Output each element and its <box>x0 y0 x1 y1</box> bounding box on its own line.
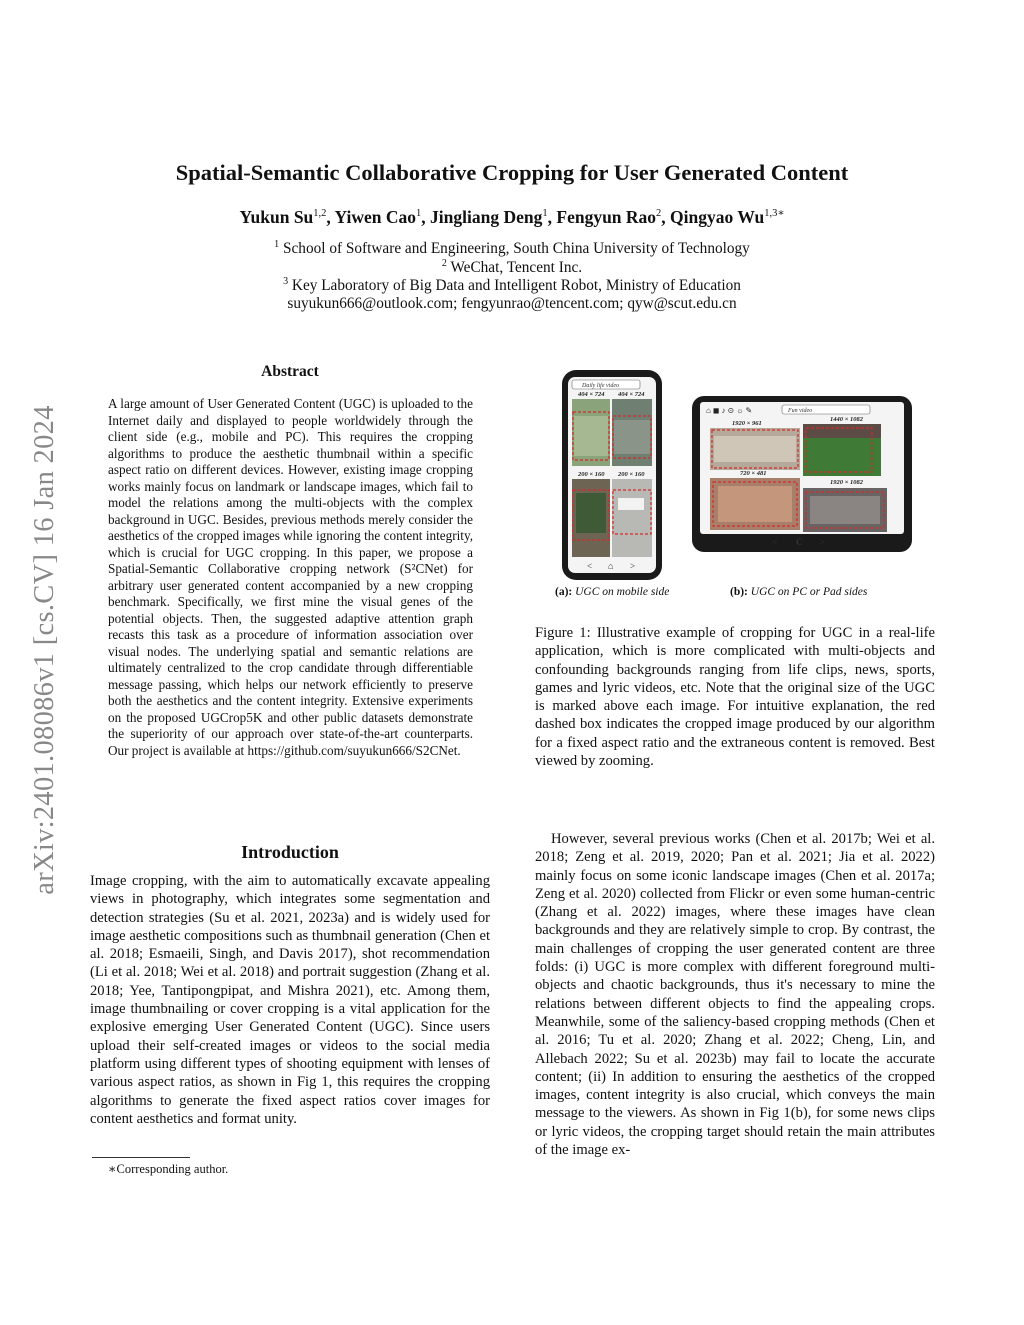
author: Yukun Su$^{1,2}$, <box>239 207 335 227</box>
affiliation: $^1$ School of Software and Engineering, South China University of Technology <box>274 239 750 258</box>
affiliation: $^2$ WeChat, Tencent Inc. <box>441 258 583 277</box>
author: Qingyao $Wu^{1,3∗}$ <box>670 207 785 227</box>
arxiv-stamp-text: arXiv:2401.08086v1 [cs.CV] 16 Jan 2024 <box>29 405 60 895</box>
refresh-icon: C <box>796 537 803 547</box>
size-label: 404 × 724 <box>578 391 605 398</box>
author: Yiwen Cao$^1$, <box>334 207 431 227</box>
subfigure-a-label: (a): UGC on mobile side <box>555 586 670 598</box>
figure-caption: Figure 1: Illustrative example of cropping for UGC in a real-life application, which is more complicated with multi-objects and confounding backgrounds ranging from life clips, news, sports, games and lyric videos, etc. Note that the original size of the UGC is marked above each image. For intuitive explanation, the red dashed box indicates the cropped image produced by our algorithm for a fixed aspect ratio and the extraneous content is removed. Best viewed by zooming. <box>535 625 935 770</box>
size-label: 1920 × 1082 <box>830 479 863 486</box>
introduction-heading: Introduction <box>241 842 339 862</box>
home-icon: ⌂ <box>608 561 614 571</box>
author-emails: suyukun666@outlook.com; fengyunrao@tencent.com; qyw@scut.edu.cn <box>287 295 737 312</box>
author-list <box>0 207 1024 228</box>
affiliation: $^3$ Key Laboratory of Big Data and Intelligent Robot, Ministry of Education <box>283 276 741 295</box>
abstract-heading: Abstract <box>261 363 319 380</box>
footnote-rule <box>92 1157 190 1158</box>
size-label: 200 × 160 <box>618 471 645 478</box>
subfigure-b-label: (b): UGC on PC or Pad sides <box>730 586 868 598</box>
size-label: 1440 × 1082 <box>830 416 863 423</box>
tablet-device <box>692 396 912 552</box>
introduction-body: Image cropping, with the aim to automatically excavate appealing views in photography, which integrates some segmentation and detection strategies (Su et al. 2021, 2023a) and is widely used for image aesthetic compositions such as thumbnail generation (Chen et al. 2018; Esmaeili, Singh, and Davis 2017), shot recommendation (Li et al. 2018; Wei et al. 2018) and portrait suggestion (Zhang et al. 2018; Yee, Tantipongpipat, and Mishra 2021), etc. Among them, image thumbnailing or cover cropping is a vital application for the explosive emerging User Generated Content (UGC). Since users upload their self-created images or videos to the social media platform using different types of shooting equipment with lenses of various aspect ratios, as shown in Fig 1, this requires the cropping algorithms to generate the fixed aspect ratios cover images for content aesthetics and format unity. <box>90 873 490 1127</box>
paper-title: Spatial-Semantic Collaborative Cropping for User Generated Content <box>175 160 849 185</box>
author: Fengyun Rao$^2$, <box>556 207 671 227</box>
back-icon: < <box>587 561 593 571</box>
figure-1 <box>560 368 920 583</box>
footnote: ∗Corresponding author. <box>108 1162 229 1176</box>
mobile-search-text: Daily life video <box>582 383 619 389</box>
back-icon: < <box>772 537 778 547</box>
forward-icon: > <box>630 561 636 571</box>
size-label: 720 × 481 <box>740 470 767 477</box>
tablet-nav-icons: ⌂ ◼ ♪ ⊙ ☼ ✎ <box>706 406 753 415</box>
author: Jingliang Deng$^1$, <box>430 207 557 227</box>
forward-icon: > <box>820 537 826 547</box>
right-column-body: However, several previous works (Chen et al. 2017b; Wei et al. 2018; Zeng et al. 2019, 2020; Pan et al. 2021; Jia et al. 2022) mainly focus on some iconic landscape images (Chen et al. 2017a; Zeng et al. 2020) collected from Flickr or even some human-centric (Zhang et al. 2022) images, where these images have clean backgrounds and they are relatively simple to crop. By contrast, the main challenges of cropping the user generated content are three folds: (i) UGC is more complex with different foreground multi-objects and chaotic backgrounds, thus it's necessary to mine the relations between different objects to find the appealing crops. Meanwhile, some of the saliency-based cropping methods (Chen et al. 2016; Tu et al. 2020; Zhang et al. 2022; Cheng, Lin, and Allebach 2022; Su et al. 2023b) may fail to locate the accurate content; (ii) In addition to ensuring the aesthetics of the cropped images, content integrity is also crucial, which conveys the main message to the viewers. As shown in Fig 1(b), for some news clips or lyric videos, the cropping target should retain the main attributes of the image ex- <box>535 831 935 1159</box>
mobile-device <box>562 370 662 580</box>
pc-search-text: Fun video <box>788 408 813 414</box>
arxiv-stamp <box>28 350 62 950</box>
size-label: 404 × 724 <box>618 391 645 398</box>
abstract-body: A large amount of User Generated Content (UGC) is uploaded to the Internet daily and displayed to people worldwidely through the client side (e.g., mobile and PC). This requires the cropping algorithms to produce the aesthetic thumbnail within a specific aspect ratio on different devices. However, existing image cropping works mainly focus on landmark or landscape images, which fail to model the relations among the multi-objects with the complex background in UGC. Besides, previous methods merely consider the aesthetics of the cropped images while ignoring the content integrity, which is crucial for UGC cropping. In this paper, we propose a Spatial-Semantic Collaborative cropping network (S²CNet) for arbitrary user generated content accompanied by a new cropping benchmark. Specifically, we first mine the visual genes of the potential objects. Then, the suggested adaptive attention graph recasts this task as a procedure of information association over visual nodes. The underlying spatial and semantic relations are ultimately centralized to the crop candidate through differentiable message passing, which helps our network efficiently to preserve both the aesthetics and the content integrity. Extensive experiments on the proposed UGCrop5K and other public datasets demonstrate the superiority of our approach over state-of-the-art counterparts. Our project is available at https://github.com/suyukun666/S2CNet. <box>108 396 473 758</box>
size-label: 200 × 160 <box>578 471 605 478</box>
size-label: 1920 × 961 <box>732 420 762 427</box>
